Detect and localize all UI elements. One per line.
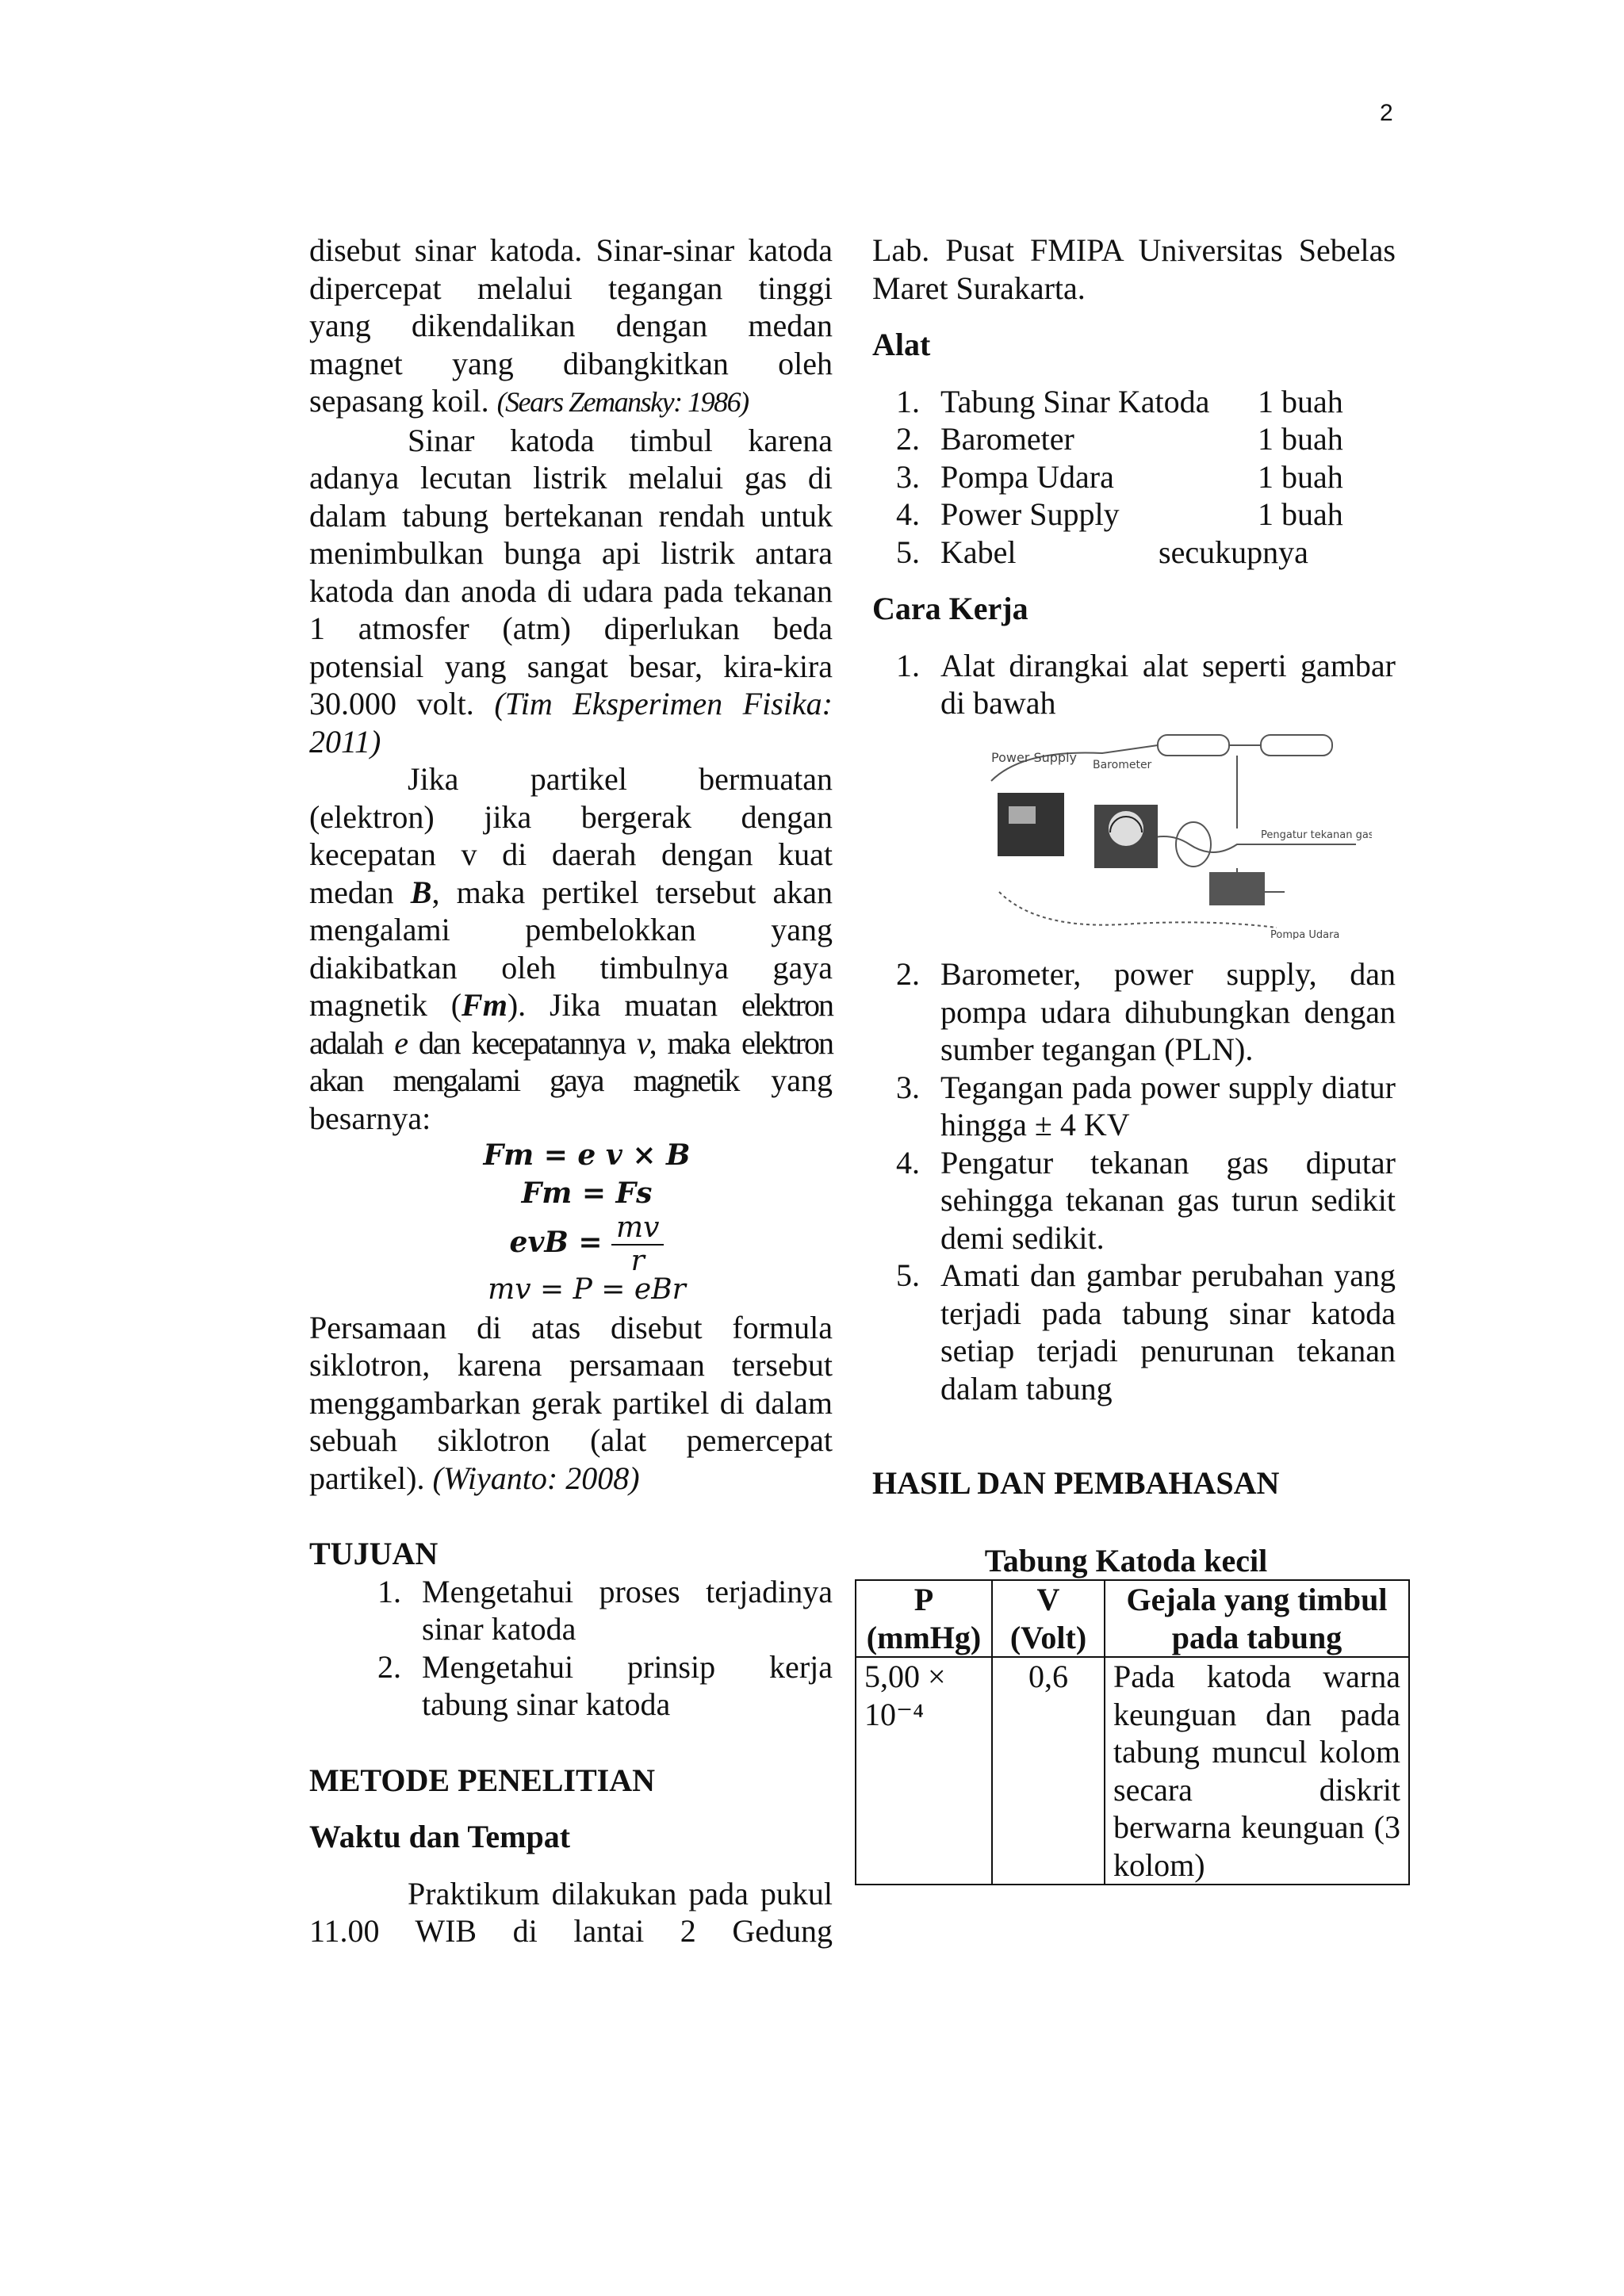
equation-1 [341, 1137, 833, 1175]
left-column [309, 232, 833, 1950]
alat-qty: 1 buah [1258, 496, 1343, 532]
cell-pressure: 5,00 × 10⁻⁴ [856, 1657, 992, 1885]
p3-c: ). Jika muatan [507, 987, 741, 1023]
list-text: Tegangan pada power supply diatur hingga ± 4 KV [940, 1069, 1396, 1142]
paragraph-sinar-katoda-text: Sinar katoda timbul karena adanya lecutan listrik melalui gas di dalam tabung bertekanan rendah untuk menimbulkan bunga api listrik antara katoda dan anoda di udara pada tekanan 1 atmosfer (atm) diperlukan beda potensial yang sangat besar, kira-kira 30.000 volt. [309, 422, 833, 721]
list-number: 1. [377, 1573, 401, 1609]
list-item [872, 1257, 1396, 1407]
valve [1176, 822, 1211, 867]
p3-symbol-v: v [636, 1024, 649, 1061]
paragraph-lokasi: Lab. Pusat FMIPA Universitas Sebelas Maret Surakarta. [872, 232, 1396, 306]
heading-tujuan: TUJUAN [309, 1536, 439, 1571]
table-title: Tabung Katoda kecil [984, 1542, 1268, 1578]
list-text: Pengatur tekanan gas diputar sehingga tekanan gas turun sedikit demi sedikit. [940, 1144, 1396, 1256]
list-item [354, 1573, 833, 1648]
equation-3-fraction [611, 1212, 664, 1277]
list-item [872, 534, 1396, 572]
list-number: 3. [896, 1069, 920, 1105]
alat-name: Tabung Sinar Katoda [940, 383, 1210, 419]
list-number: 2. [896, 956, 920, 992]
intro-last-line [309, 382, 833, 422]
list-number: 4. [896, 1144, 920, 1181]
p3-a: Jika partikel bermuatan (elektron) jika bergerak dengan kecepatan v di daerah dengan kuat medan [309, 761, 833, 910]
paragraph-siklotron-text: Persamaan di atas disebut formula siklotron, karena persamaan tersebut menggambarkan gerak partikel di dalam sebuah siklotron (alat pemercepat partikel). [309, 1309, 833, 1496]
intro-line-4: magnet yang dibangkitkan oleh [309, 345, 833, 381]
alat-qty: 1 buah [1258, 383, 1343, 419]
p3-symbol-e: e [394, 1024, 407, 1061]
citation-sears: (Sears Zemansky: 1986) [496, 386, 749, 418]
list-text: Alat dirangkai alat seperti gambar di bawah [940, 647, 1396, 721]
label-pengatur: Pengatur tekanan gas [1261, 828, 1372, 841]
list-item [872, 1144, 1396, 1257]
power-supply-device [998, 793, 1064, 856]
p3-d: elektron adalah [309, 987, 833, 1061]
p3-g: , maka elektron akan mengalami gaya magnetik [309, 1024, 833, 1098]
list-text: Mengetahui proses terjadinya sinar katoda [422, 1573, 833, 1647]
paragraph-sinar-katoda [309, 422, 833, 761]
list-item [872, 647, 1396, 722]
list-number: 5. [896, 1257, 920, 1293]
list-number: 2. [896, 421, 920, 457]
heading-cara-kerja: Cara Kerja [872, 591, 1028, 626]
heading-metode: METODE PENELITIAN [309, 1762, 656, 1798]
alat-name: Pompa Udara [940, 458, 1114, 495]
intro-line-3: yang dikendalikan dengan medan [309, 308, 833, 343]
cathode-tube-top-2 [1261, 735, 1332, 756]
list-number: 5. [896, 534, 920, 570]
fraction-numerator: mv [611, 1212, 664, 1246]
fraction-denominator: r [630, 1245, 645, 1277]
page-number: 2 [1380, 100, 1393, 126]
list-item [872, 1069, 1396, 1144]
list-number: 4. [896, 496, 920, 532]
alat-list [872, 383, 1396, 572]
alat-qty: secukupnya [1159, 534, 1308, 570]
alat-qty: 1 buah [1258, 458, 1343, 495]
results-table [855, 1579, 1410, 1885]
list-item [872, 420, 1396, 458]
cara-kerja-list-continued [872, 955, 1396, 1407]
p3-h: yang besarnya: [309, 1062, 833, 1136]
heading-waktu-tempat: Waktu dan Tempat [309, 1819, 571, 1854]
table-row [856, 1657, 1409, 1885]
pump-device [1209, 872, 1265, 905]
header-gejala: Gejala yang timbul pada tabung [1105, 1580, 1409, 1657]
label-power-supply: Power Supply [991, 749, 1077, 765]
cell-gejala: Pada katoda warna keunguan dan pada tabung muncul kolom secara diskrit berwarna keunguan (3 kolom) [1105, 1657, 1409, 1885]
header-pressure: P (mmHg) [856, 1580, 992, 1657]
p3-f: dan kecepatannya [406, 1024, 637, 1061]
p3-symbol-B: B [410, 874, 432, 910]
list-item [872, 955, 1396, 1069]
list-number: 1. [896, 383, 920, 419]
list-number: 2. [377, 1648, 401, 1685]
alat-name: Power Supply [940, 496, 1120, 532]
intro-line-2: dipercepat melalui tegangan tinggi [309, 270, 833, 306]
alat-name: Kabel [940, 534, 1017, 570]
equation-2-text: Fm = Fs [521, 1176, 653, 1210]
label-barometer: Barometer [1093, 758, 1152, 771]
right-column [864, 232, 1400, 1885]
paragraph-gaya-magnetik [309, 760, 833, 1137]
intro-last-text: sepasang koil. [309, 383, 497, 419]
header-voltage: V (Volt) [992, 1580, 1105, 1657]
list-item [354, 1648, 833, 1724]
equation-1-text: Fm = e v × B [483, 1138, 691, 1172]
citation-tim-eksperimen: (Tim Eksperimen Fisika: 2011) [309, 686, 833, 760]
table-header-row [856, 1580, 1409, 1657]
citation-wiyanto: (Wiyanto: 2008) [432, 1460, 640, 1496]
paragraph-waktu: Praktikum dilakukan pada pukul 11.00 WIB di lantai 2 Gedung [309, 1875, 833, 1949]
alat-name: Barometer [940, 421, 1074, 457]
apparatus-figure [975, 733, 1372, 939]
cathode-tube-top [1158, 735, 1229, 756]
list-item [872, 458, 1396, 496]
label-pompa: Pompa Udara [1270, 928, 1340, 939]
list-number: 1. [896, 647, 920, 683]
cell-voltage: 0,6 [992, 1657, 1105, 1885]
equation-3-left: evB = [509, 1226, 603, 1259]
list-item [872, 383, 1396, 421]
intro-line-1: disebut sinar katoda. Sinar-sinar katoda [309, 232, 833, 268]
heading-alat: Alat [872, 327, 931, 362]
list-text: Mengetahui prinsip kerja tabung sinar katoda [422, 1648, 833, 1722]
alat-qty: 1 buah [1258, 421, 1343, 457]
equation-4: mv = P = eBr [488, 1273, 686, 1306]
paragraph-siklotron [309, 1309, 833, 1498]
p3-b: , maka pertikel tersebut akan mengalami pembelokkan yang diakibatkan oleh timbulnya gaya magnetik ( [309, 874, 833, 1023]
list-item [872, 496, 1396, 534]
tujuan-list [354, 1573, 833, 1724]
equation-2 [341, 1175, 833, 1213]
list-number: 3. [896, 458, 920, 495]
cara-kerja-list [872, 647, 1396, 722]
p3-symbol-Fm: Fm [462, 987, 508, 1023]
list-text: Barometer, power supply, dan pompa udara dihubungkan dengan sumber tegangan (PLN). [940, 956, 1396, 1067]
equation-3 [341, 1211, 833, 1277]
list-text: Amati dan gambar perubahan yang terjadi pada tabung sinar katoda setiap terjadi penurunan tekanan dalam tabung [940, 1257, 1396, 1406]
heading-hasil: HASIL DAN PEMBAHASAN [872, 1465, 1280, 1501]
